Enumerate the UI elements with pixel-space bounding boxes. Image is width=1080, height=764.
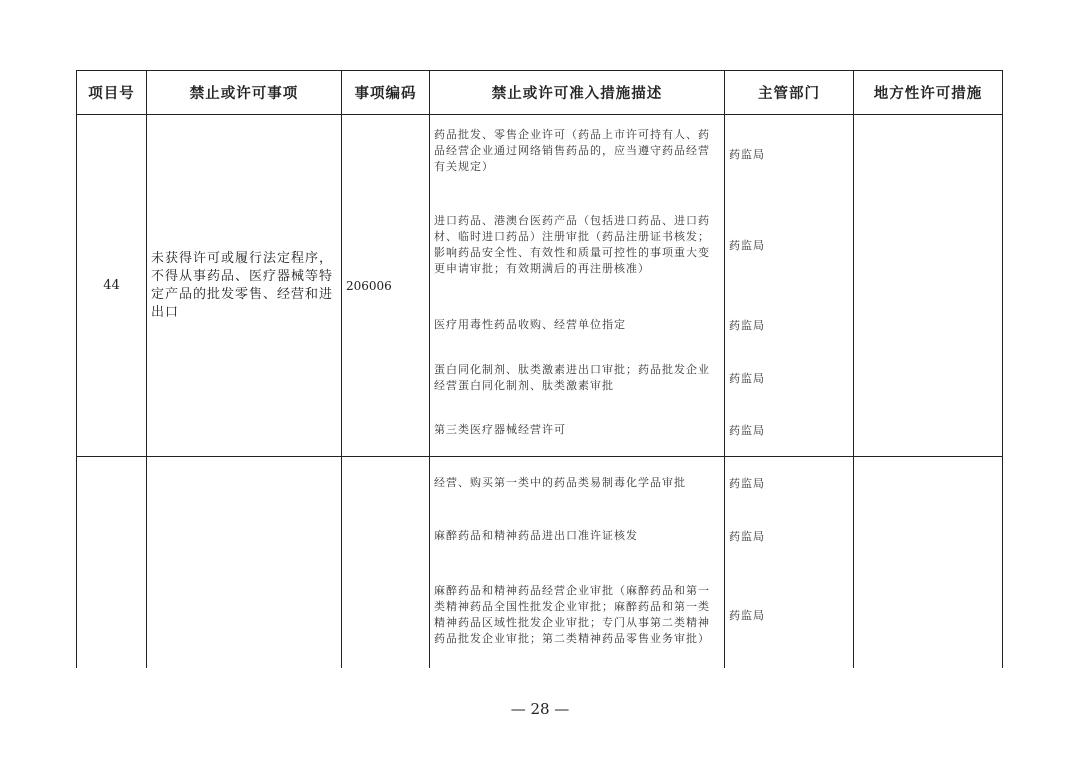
measure-description: 经营、购买第一类中的药品类易制毒化学品审批 xyxy=(434,476,686,489)
column-divider xyxy=(853,70,854,668)
row-item-code: 206006 xyxy=(346,278,392,293)
measure-department: 药监局 xyxy=(729,239,765,252)
measure-description: 进口药品、港澳台医药产品（包括进口药品、进口药材、临时进口药品）注册审批（药品注册证书核发；影响药品安全性、有效性和质量可控性的事项重大变更申请审批；有效期满后的再注册核准） xyxy=(434,214,710,275)
measure-description: 蛋白同化制剂、肽类激素进出口审批；药品批发企业经营蛋白同化制剂、肽类激素审批 xyxy=(434,363,710,392)
header-item-name: 禁止或许可事项 xyxy=(189,85,299,102)
measure-department: 药监局 xyxy=(729,530,765,543)
measure-department: 药监局 xyxy=(729,319,765,332)
measure-department: 药监局 xyxy=(729,148,765,161)
header-local-measures: 地方性许可措施 xyxy=(873,85,983,102)
measure-description: 麻醉药品和精神药品经营企业审批（麻醉药品和第一类精神药品全国性批发企业审批；麻醉药品和第一类精神药品区域性批发企业审批；专门从事第二类精神药品批发企业审批；第二类精神药品零售业务审批） xyxy=(434,584,710,645)
measure-description: 麻醉药品和精神药品进出口准许证核发 xyxy=(434,529,638,542)
measure-department: 药监局 xyxy=(729,477,765,490)
measure-description: 药品批发、零售企业许可（药品上市许可持有人、药品经营企业通过网络销售药品的，应当遵守药品经营有关规定） xyxy=(434,128,710,173)
measure-description: 医疗用毒性药品收购、经营单位指定 xyxy=(434,318,626,331)
row-item-name: 未获得许可或履行法定程序，不得从事药品、医疗器械等特定产品的批发零售、经营和进出口 xyxy=(151,250,334,320)
row-divider xyxy=(76,456,1003,457)
header-measure-description: 禁止或许可准入措施描述 xyxy=(491,85,663,102)
measure-description: 第三类医疗器械经营许可 xyxy=(434,423,566,436)
header-item-code: 事项编码 xyxy=(354,85,417,102)
measure-department: 药监局 xyxy=(729,609,765,622)
header-department: 主管部门 xyxy=(758,85,820,102)
row-item-number: 44 xyxy=(103,278,120,293)
measure-department: 药监局 xyxy=(729,372,765,385)
page-number: — 28 — xyxy=(510,700,570,718)
table-right-border xyxy=(1002,70,1003,668)
measure-department: 药监局 xyxy=(729,424,765,437)
header-item-number: 项目号 xyxy=(88,85,135,102)
